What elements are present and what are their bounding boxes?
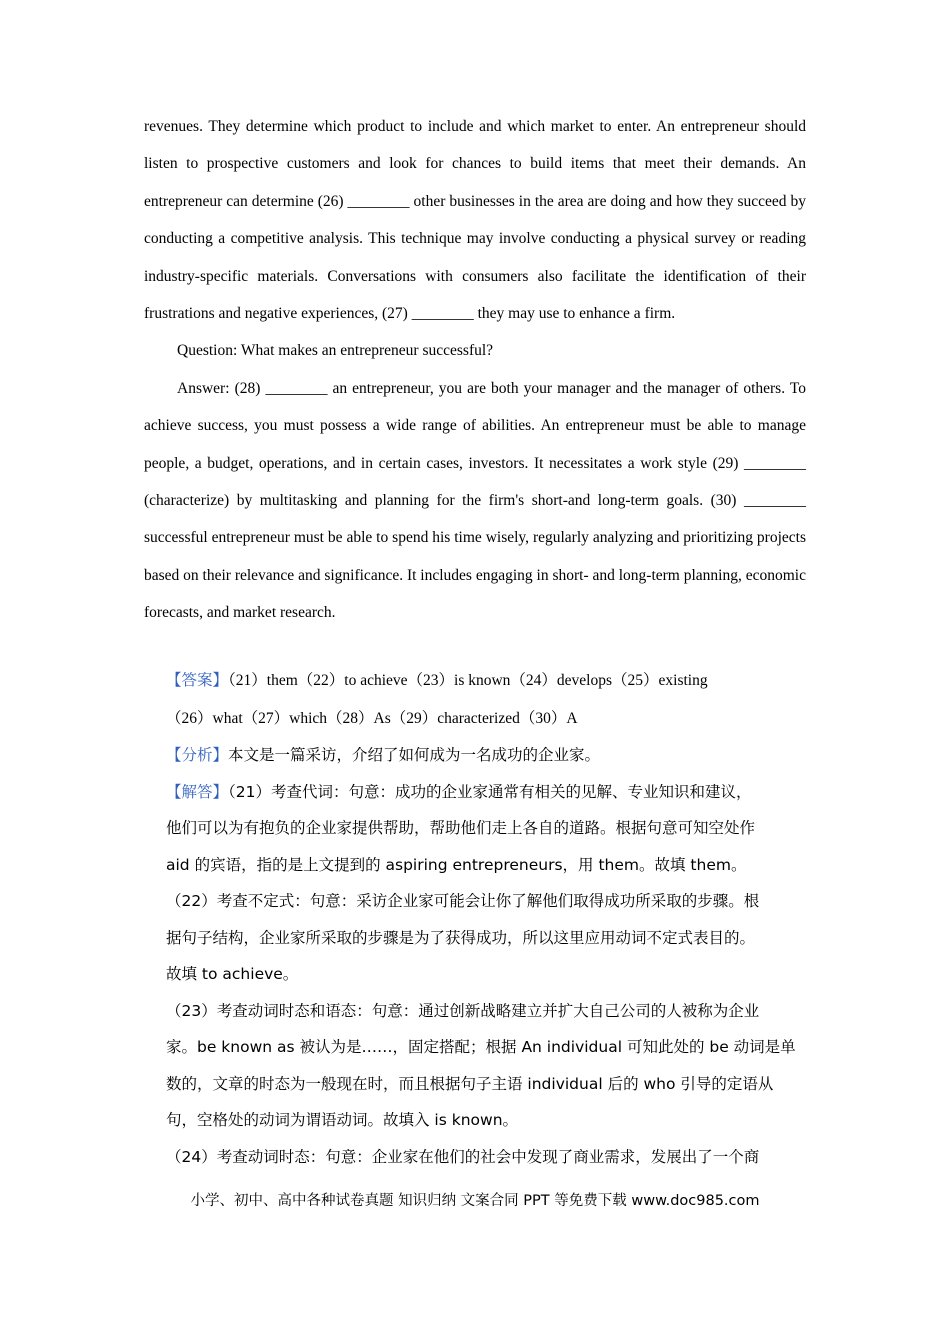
solution-q22-line-3: 故填 to achieve。 — [166, 965, 299, 983]
answer-tag: 【答案】 — [166, 671, 229, 689]
solution-q22-line-1: （22）考查不定式：句意：采访企业家可能会让你了解他们取得成功所采取的步骤。根 — [166, 892, 760, 910]
solution-q23-line-3: 数的，文章的时态为一般现在时，而且根据句子主语 individual 后的 who 引导的定语从 — [166, 1074, 774, 1093]
analysis-tag: 【分析】 — [166, 746, 229, 764]
solution-q22-line-2: 据句子结构，企业家所采取的步骤是为了获得成功，所以这里应用动词不定式表目的。 — [166, 928, 756, 947]
answer-text-2: （26）what（27）which（28）As（29）characterized（30）A — [166, 709, 578, 727]
answer-line-1 — [166, 662, 806, 700]
answer-section — [166, 662, 806, 1175]
passage-paragraph-2: Answer: (28) ________ an entrepreneur, you are both your manager and the manager of others. To achieve success, you must possess a wide range of abilities. An entrepreneur must be able to manage people, a budget, operations, and in certain cases, investors. It necessitates a work style (29) ________ (characterize) by multitasking and planning for the firm's short-and long-term goals. (30) ________ successful entrepreneur must be able to spend his time wisely, regularly analyzing and prioritizing projects based on their relevance and significance. It includes engaging in short- and long-term planning, economic forecasts, and market research. — [144, 379, 806, 622]
solution-q23-line-2: 家。be known as 被认为是……，固定搭配；根据 An individual 可知此处的 be 动词是单 — [166, 1038, 796, 1056]
analysis-text: 本文是一篇采访，介绍了如何成为一名成功的企业家。 — [228, 746, 601, 764]
solution-q23-line-4: 句，空格处的动词为谓语动词。故填入 is known。 — [166, 1111, 519, 1129]
passage — [144, 108, 806, 632]
solution-q21-line-1: （21）考查代词：句意：成功的企业家通常有相关的见解、专业知识和建议， — [228, 782, 752, 801]
solution-q21-line-3: aid 的宾语，指的是上文提到的 aspiring entrepreneurs，用 them。故填 them。 — [166, 855, 747, 874]
solution-tag: 【解答】 — [166, 782, 229, 801]
solution-q23-line-1: （23）考查动词时态和语态：句意：通过创新战略建立并扩大自己公司的人被称为企业 — [166, 1001, 760, 1020]
analysis-line — [166, 737, 806, 774]
passage-paragraph-1: revenues. They determine which product to include and which market to enter. An entrepreneur should listen to prospective customers and look for chances to build items that meet their demands. An entrepreneur can determine (26) ________ other businesses in the area are doing and how they succeed by conducting a competitive analysis. This technique may involve conducting a physical survey or reading industry-specific materials. Conversations with consumers also facilitate the identification of their frustrations and negative experiences, (27) ________ they may use to enhance a firm. — [144, 118, 806, 323]
page-footer: 小学、初中、高中各种试卷真题 知识归纳 文案合同 PPT 等免费下载 www.doc985.com — [190, 1193, 760, 1209]
passage-question: Question: What makes an entrepreneur successful? — [177, 342, 494, 360]
answer-line-2 — [166, 700, 806, 738]
solution-q24-line-1: （24）考查动词时态：句意：企业家在他们的社会中发现了商业需求，发展出了一个商 — [166, 1147, 760, 1166]
answer-text-1: （21）them（22）to achieve（23）is known（24）develops（25）existing — [228, 672, 708, 689]
solution-line — [166, 774, 806, 811]
solution-q21-line-2: 他们可以为有抱负的企业家提供帮助，帮助他们走上各自的道路。根据句意可知空处作 — [166, 819, 756, 837]
